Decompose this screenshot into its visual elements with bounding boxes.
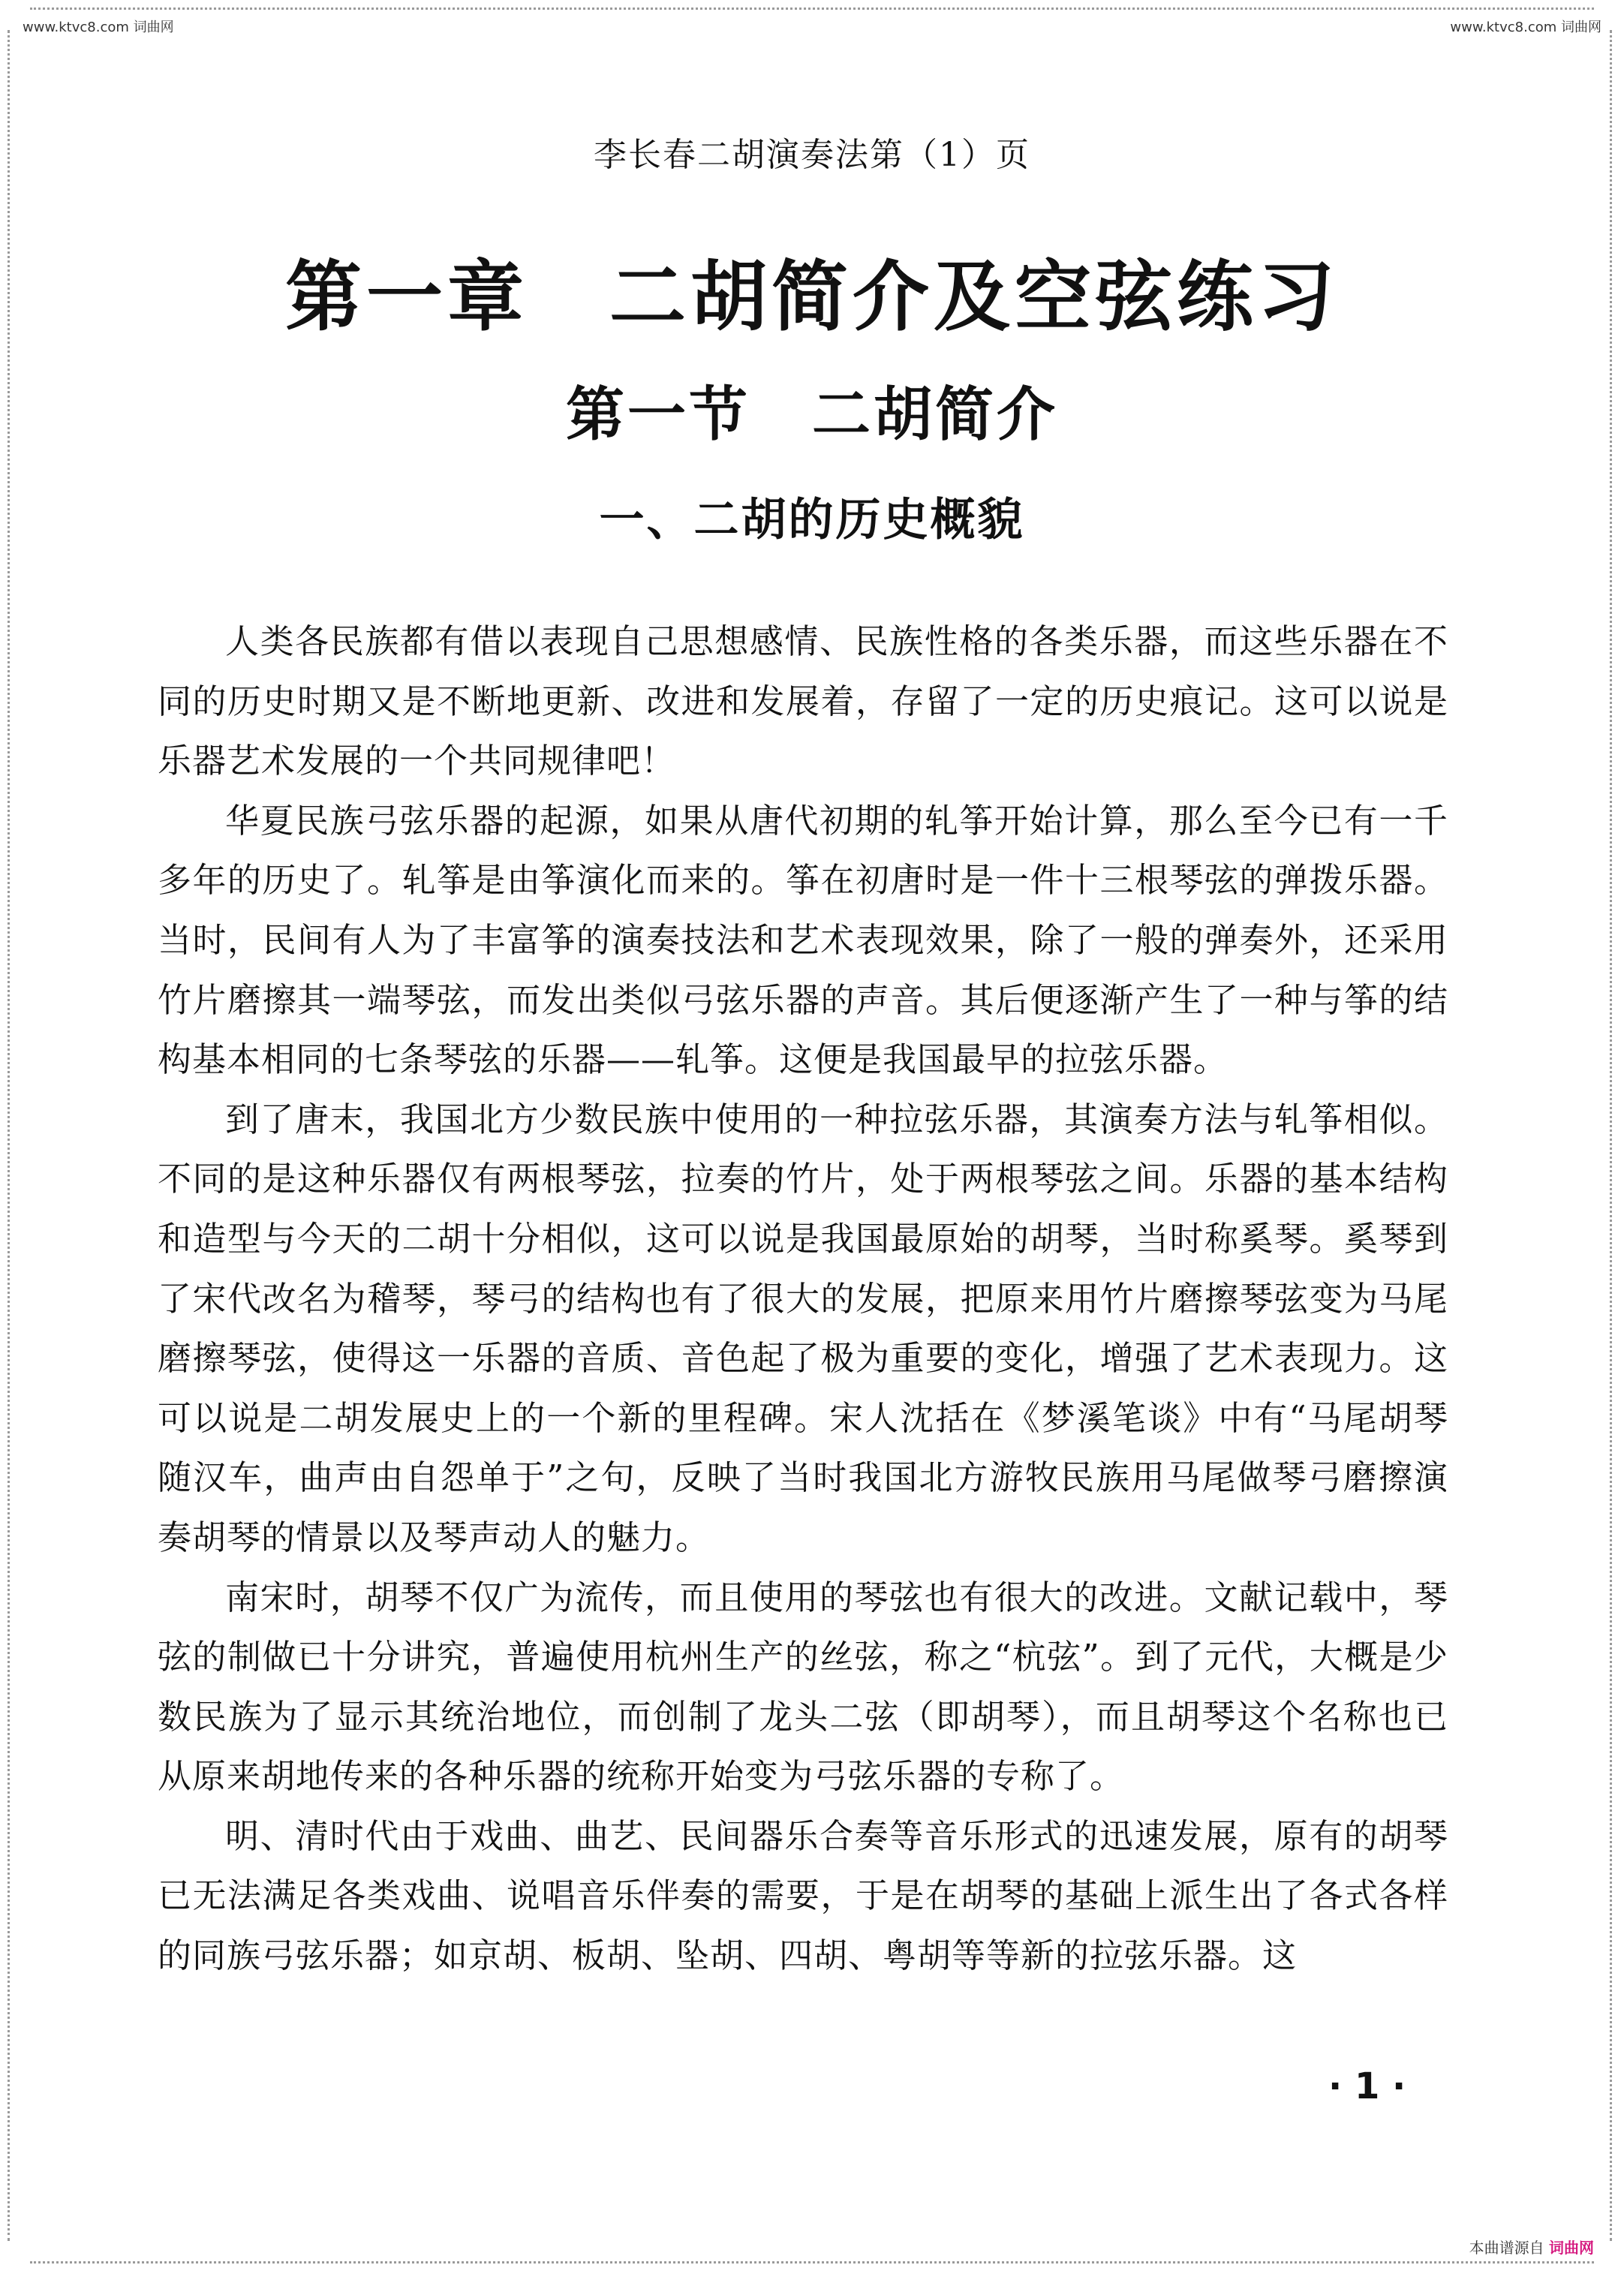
watermark-bottom-right [1469, 2236, 1594, 2257]
page-number: · 1 · [1328, 2065, 1406, 2107]
page-border-bottom [30, 2261, 1594, 2263]
running-header: 李长春二胡演奏法第（1）页 [594, 136, 1030, 174]
paragraph: 华夏民族弓弦乐器的起源，如果从唐代初期的轧筝开始计算，那么至今已有一千多年的历史了。轧筝是由筝演化而来的。筝在初唐时是一件十三根琴弦的弹拨乐器。当时，民间有人为了丰富筝的演奏技法和艺术表现效果，除了一般的弹奏外，还采用竹片磨擦其一端琴弦，而发出类似弓弦乐器的声音。其后便逐渐产生了一种与筝的结构基本相同的七条琴弦的乐器——轧筝。这便是我国最早的拉弦乐器。 [158, 800, 1448, 1080]
paragraph: 到了唐末，我国北方少数民族中使用的一种拉弦乐器，其演奏方法与轧筝相似。不同的是这种乐器仅有两根琴弦，拉奏的竹片，处于两根琴弦之间。乐器的基本结构和造型与今天的二胡十分相似，这可以说是我国最原始的胡琴，当时称奚琴。奚琴到了宋代改名为稽琴，琴弓的结构也有了很大的发展，把原来用竹片磨擦琴弦变为马尾磨擦琴弦，使得这一乐器的音质、音色起了极为重要的变化，增强了艺术表现力。这可以说是二胡发展史上的一个新的里程碑。宋人沈括在《梦溪笔谈》中有“马尾胡琴随汉车，曲声由自怨单于”之句，反映了当时我国北方游牧民族用马尾做琴弓磨擦演奏胡琴的情景以及琴声动人的魅力。 [158, 1099, 1448, 1557]
page-border-right [1610, 30, 1616, 2241]
paragraph: 南宋时，胡琴不仅广为流传，而且使用的琴弦也有很大的改进。文献记载中，琴弦的制做已十分讲究，普遍使用杭州生产的丝弦，称之“杭弦”。到了元代，大概是少数民族为了显示其统治地位，而创制了龙头二弦（即胡琴），而且胡琴这个名称也已从原来胡地传来的各种乐器的统称开始变为弓弦乐器的专称了。 [158, 1577, 1448, 1797]
paragraph: 明、清时代由于戏曲、曲艺、民间器乐合奏等音乐形式的迅速发展，原有的胡琴已无法满足各类戏曲、说唱音乐伴奏的需要，于是在胡琴的基础上派生出了各式各样的同族弓弦乐器；如京胡、板胡、坠胡、四胡、粤胡等等新的拉弦乐器。这 [158, 1815, 1448, 1976]
section-title: 第一节 二胡简介 [565, 381, 1058, 449]
watermark-brand: 词曲网 [1549, 2239, 1594, 2257]
chapter-title: 第一章 二胡简介及空弦练习 [285, 253, 1339, 342]
watermark-source-label: 本曲谱源自 [1469, 2239, 1544, 2257]
subsection-title: 一、二胡的历史概貌 [599, 494, 1025, 546]
page-border-left [8, 30, 14, 2241]
paragraph: 人类各民族都有借以表现自己思想感情、民族性格的各类乐器，而这些乐器在不同的历史时期又是不断地更新、改进和发展着，存留了一定的历史痕记。这可以说是乐器艺术发展的一个共同规律吧！ [158, 621, 1448, 781]
page-border-top [30, 8, 1594, 10]
body-text [158, 612, 1448, 1986]
watermark-top-left: www.ktvc8.com 词曲网 [23, 20, 174, 35]
watermark-top-right: www.ktvc8.com 词曲网 [1450, 20, 1601, 35]
